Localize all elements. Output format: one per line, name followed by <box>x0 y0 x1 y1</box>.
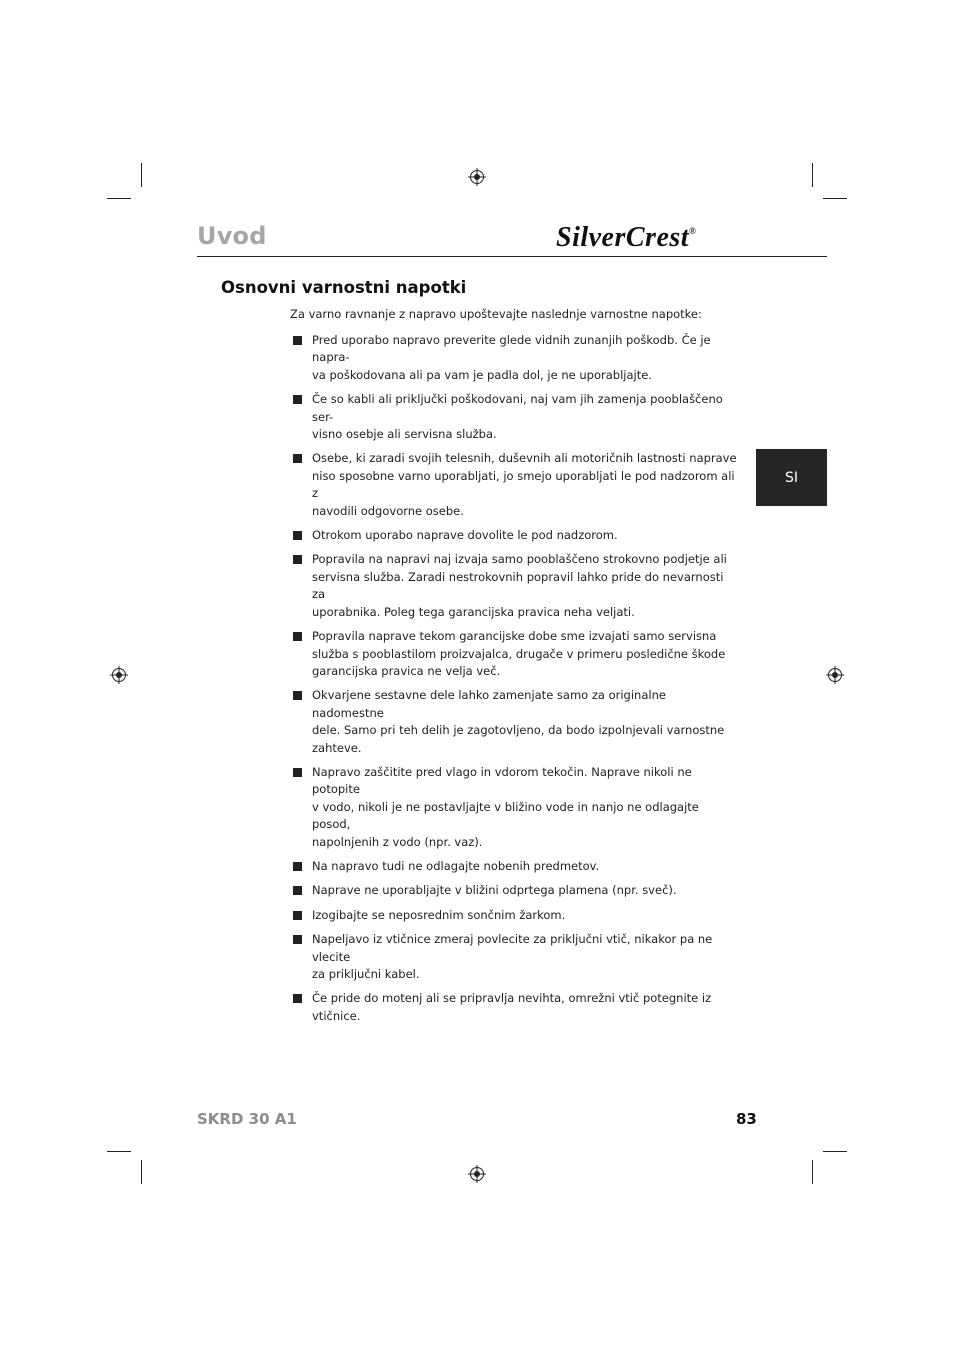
crop-mark <box>107 1151 131 1152</box>
list-item: Če pride do motenj ali se pripravlja nevihta, omrežni vtič potegnite iz vtičnice. <box>292 990 737 1025</box>
bullet-square-icon <box>293 395 302 404</box>
list-item: Okvarjene sestavne dele lahko zamenjate samo za originalne nadomestne dele. Samo pri teh delih je zagotovljeno, da bodo izpolnjevali varnostne zahteve. <box>292 687 737 757</box>
bullet-square-icon <box>293 691 302 700</box>
bullet-square-icon <box>293 935 302 944</box>
model-number: SKRD 30 A1 <box>197 1110 297 1128</box>
brand-name: SilverCrest <box>556 222 690 253</box>
list-item: Naprave ne uporabljajte v bližini odprtega plamena (npr. sveč). <box>292 882 737 899</box>
page-heading: Osnovni varnostni napotki <box>221 278 467 297</box>
list-item: Pred uporabo napravo preverite glede vidnih zunanjih poškodb. Če je napra- va poškodovana ali pa vam je padla dol, je ne uporabljajte. <box>292 332 737 384</box>
list-item: Napravo zaščitite pred vlago in vdorom tekočin. Naprave nikoli ne potopite v vodo, nikoli je ne postavljajte v bližino vode in nanjo ne odlagajte posod, napolnjenih z vodo (npr. vaz). <box>292 764 737 851</box>
list-item: Popravila naprave tekom garancijske dobe sme izvajati samo servisna služba s pooblastilom proizvajalca, drugače v primeru posledične škode garancijska pravica ne velja več. <box>292 628 737 680</box>
list-item: Na napravo tudi ne odlagajte nobenih predmetov. <box>292 858 737 875</box>
bullet-square-icon <box>293 994 302 1003</box>
bullet-square-icon <box>293 886 302 895</box>
safety-list <box>292 332 737 1032</box>
registration-mark-icon <box>468 1165 486 1183</box>
bullet-square-icon <box>293 336 302 345</box>
crop-mark <box>812 1160 813 1184</box>
crop-mark <box>141 1160 142 1184</box>
header-divider <box>197 256 827 257</box>
bullet-square-icon <box>293 632 302 641</box>
list-item: Popravila na napravi naj izvaja samo pooblaščeno strokovno podjetje ali servisna služba. Zaradi nestrokovnih popravil lahko pride do nevarnosti za uporabnika. Poleg tega garancijska pravica neha veljati. <box>292 551 737 621</box>
page-number: 83 <box>736 1110 757 1128</box>
list-item: Osebe, ki zaradi svojih telesnih, duševnih ali motoričnih lastnosti naprave niso sposobne varno uporabljati, jo smejo uporabljati le pod nadzorom ali z navodili odgovorne osebe. <box>292 450 737 520</box>
bullet-square-icon <box>293 862 302 871</box>
section-title: Uvod <box>197 222 267 250</box>
registration-mark-icon <box>826 666 844 684</box>
intro-text: Za varno ravnanje z napravo upoštevajte naslednje varnostne napotke: <box>290 307 702 321</box>
list-item: Napeljavo iz vtičnice zmeraj povlecite za priključni vtič, nikakor pa ne vlecite za priključni kabel. <box>292 931 737 983</box>
bullet-square-icon <box>293 555 302 564</box>
registration-mark-icon <box>110 666 128 684</box>
bullet-square-icon <box>293 531 302 540</box>
list-item: Izogibajte se neposrednim sončnim žarkom. <box>292 907 737 924</box>
crop-mark <box>812 163 813 187</box>
crop-mark <box>107 198 131 199</box>
bullet-square-icon <box>293 768 302 777</box>
registration-mark-icon <box>468 168 486 186</box>
brand-logo <box>556 222 696 254</box>
language-tab: SI <box>756 449 827 506</box>
crop-mark <box>141 163 142 187</box>
registered-mark: ® <box>689 226 697 236</box>
crop-mark <box>823 198 847 199</box>
list-item: Otrokom uporabo naprave dovolite le pod nadzorom. <box>292 527 737 544</box>
list-item: Če so kabli ali priključki poškodovani, naj vam jih zamenja pooblaščeno ser- visno osebje ali servisna služba. <box>292 391 737 443</box>
bullet-square-icon <box>293 911 302 920</box>
bullet-square-icon <box>293 454 302 463</box>
crop-mark <box>823 1151 847 1152</box>
